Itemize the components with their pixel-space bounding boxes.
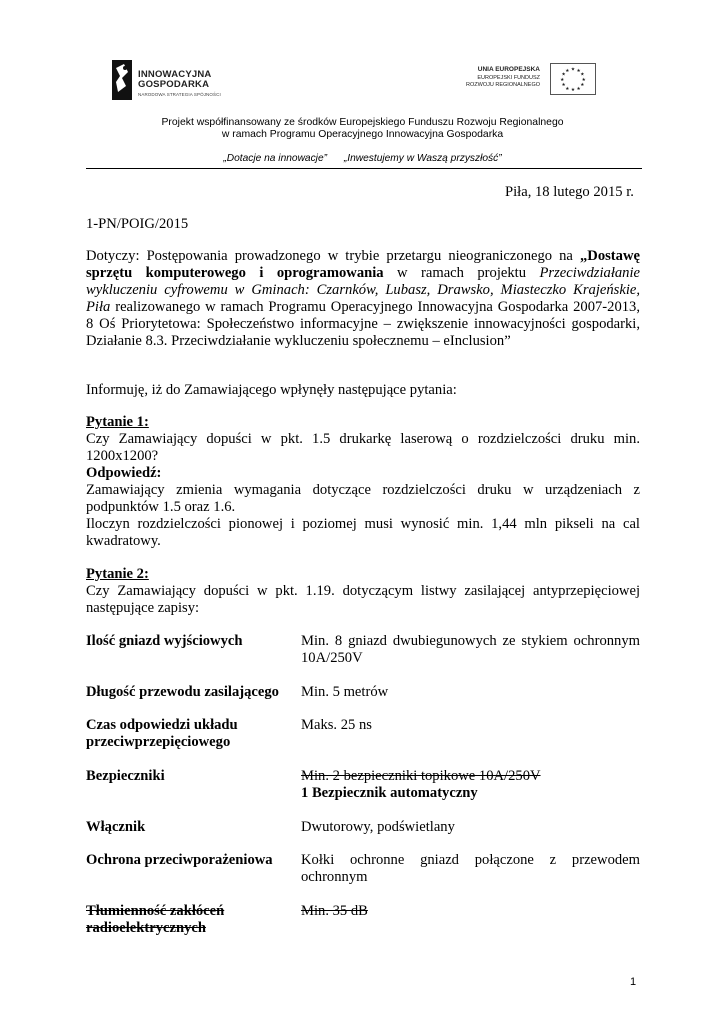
project-program-line: w ramach Programu Operacyjnego Innowacyjna Gospodarka bbox=[221, 129, 504, 140]
eu-logo bbox=[466, 63, 600, 99]
innowacyjna-gospodarka-mark-icon bbox=[110, 58, 134, 102]
spec-label: Włącznik bbox=[86, 819, 146, 835]
subject-line-6: Działanie 8.3. Przeciwdziałanie wykluczeniu społecznemu – eInclusion” bbox=[86, 333, 511, 349]
subject-line-1: Dotyczy: Postępowania prowadzonego w trybie przetargu nieograniczonego na „Dostawę bbox=[86, 248, 640, 264]
logo-left-line1: INNOWACYJNA bbox=[138, 69, 212, 80]
subject-line-3: wykluczeniu cyfrowemu w Gminach: Czarnków, Lubasz, Drawsko, Miasteczko Krajeńskie, bbox=[86, 282, 640, 298]
project-funding-line: Projekt współfinansowany ze środków Europejskiego Funduszu Rozwoju Regionalnego bbox=[161, 117, 564, 128]
subject-line-5: 8 Oś Priorytetowa: Społeczeństwo informacyjne – zwiększenie innowacyjności gospodarki, bbox=[86, 316, 640, 332]
question-2-text-l1: Czy Zamawiający dopuści w pkt. 1.19. dotyczącym listwy zasilającej antyprzepięciowej bbox=[86, 583, 640, 599]
answer-1-l4: kwadratowy. bbox=[86, 533, 161, 549]
svg-text:★: ★ bbox=[576, 68, 581, 74]
spec-label: Ilość gniazd wyjściowych bbox=[86, 633, 243, 649]
spec-label: Bezpieczniki bbox=[86, 768, 165, 784]
question-1-text-l2: 1200x1200? bbox=[86, 448, 159, 464]
spec-value-l2: ochronnym bbox=[301, 869, 368, 885]
logo-left-line2: GOSPODARKA bbox=[138, 79, 210, 90]
header-divider bbox=[86, 168, 642, 169]
svg-text:★: ★ bbox=[560, 77, 565, 83]
svg-text:★: ★ bbox=[580, 72, 585, 78]
logo-left-line3: NARODOWA STRATEGIA SPÓJNOŚCI bbox=[138, 92, 221, 97]
svg-text:★: ★ bbox=[561, 83, 566, 89]
reference-number: 1-PN/POIG/2015 bbox=[86, 216, 189, 232]
spec-label-l2: przeciwprzepięciowego bbox=[86, 734, 231, 750]
subject-line-4: Piła realizowanego w ramach Programu Operacyjnego Innowacyjna Gospodarka 2007-2013, bbox=[86, 299, 640, 315]
spec-label-struck-l2: radioelektrycznych bbox=[86, 920, 206, 936]
spec-label: Długość przewodu zasilającego bbox=[86, 684, 279, 700]
place-date: Piła, 18 lutego 2015 r. bbox=[505, 184, 634, 200]
answer-1-l2: podpunktów 1.5 oraz 1.6. bbox=[86, 499, 236, 515]
spec-value-l2: 1 Bezpiecznik automatyczny bbox=[301, 785, 478, 801]
logo-right-line2: EUROPEJSKI FUNDUSZ bbox=[477, 75, 540, 81]
question-1-title: Pytanie 1: bbox=[86, 414, 149, 430]
question-1-text-l1: Czy Zamawiający dopuści w pkt. 1.5 drukarkę laserową o rozdzielczości druku min. bbox=[86, 431, 640, 447]
page-number: 1 bbox=[630, 976, 637, 988]
svg-text:★: ★ bbox=[565, 86, 570, 92]
slogans bbox=[0, 153, 725, 164]
logo-right-line1: UNIA EUROPEJSKA bbox=[477, 66, 540, 73]
answer-1-l3: Iloczyn rozdzielczości pionowej i poziomej musi wynosić min. 1,44 mln pikseli na cal bbox=[86, 516, 640, 532]
spec-value: Min. 5 metrów bbox=[301, 684, 389, 700]
spec-label-struck: Tłumienność zakłóceń bbox=[86, 903, 225, 919]
svg-text:★: ★ bbox=[565, 68, 570, 74]
answer-1-l1: Zamawiający zmienia wymagania dotyczące rozdzielczości druku w urządzeniach z bbox=[86, 482, 640, 498]
spec-label: Czas odpowiedzi układu bbox=[86, 717, 238, 733]
slogan-dotacje: „Dotacje na innowacje” bbox=[223, 153, 328, 164]
svg-text:★: ★ bbox=[581, 77, 586, 83]
spec-value-struck: Min. 35 dB bbox=[301, 903, 368, 919]
spec-value: Kołki ochronne gniazd połączone z przewodem bbox=[301, 852, 640, 868]
slogan-inwestujemy: „Inwestujemy w Waszą przyszłość” bbox=[343, 153, 502, 164]
intro-text: Informuję, iż do Zamawiającego wpłynęły następujące pytania: bbox=[86, 382, 457, 398]
spec-value-struck: Min. 2 bezpieczniki topikowe 10A/250V bbox=[301, 768, 541, 784]
innowacyjna-gospodarka-logo bbox=[110, 58, 250, 104]
question-2-title: Pytanie 2: bbox=[86, 566, 149, 582]
question-2-text-l2: następujące zapisy: bbox=[86, 600, 200, 616]
svg-text:★: ★ bbox=[580, 83, 585, 89]
svg-text:★: ★ bbox=[570, 88, 576, 94]
svg-text:★: ★ bbox=[570, 67, 576, 73]
subject-line-2: sprzętu komputerowego i oprogramowania w ramach projektu Przeciwdziałanie bbox=[86, 265, 640, 281]
logo-right-line3: ROZWOJU REGIONALNEGO bbox=[466, 82, 540, 88]
spec-label: Ochrona przeciwporażeniowa bbox=[86, 852, 273, 868]
svg-text:★: ★ bbox=[576, 86, 581, 92]
answer-1-title: Odpowiedź: bbox=[86, 465, 162, 481]
spec-value: Min. 8 gniazd dwubiegunowych ze stykiem ochronnym bbox=[301, 633, 640, 649]
spec-value-l2: 10A/250V bbox=[301, 650, 363, 666]
spec-value: Maks. 25 ns bbox=[301, 717, 372, 733]
spec-value: Dwutorowy, podświetlany bbox=[301, 819, 455, 835]
svg-text:★: ★ bbox=[561, 72, 566, 78]
eu-flag-icon bbox=[550, 63, 596, 95]
